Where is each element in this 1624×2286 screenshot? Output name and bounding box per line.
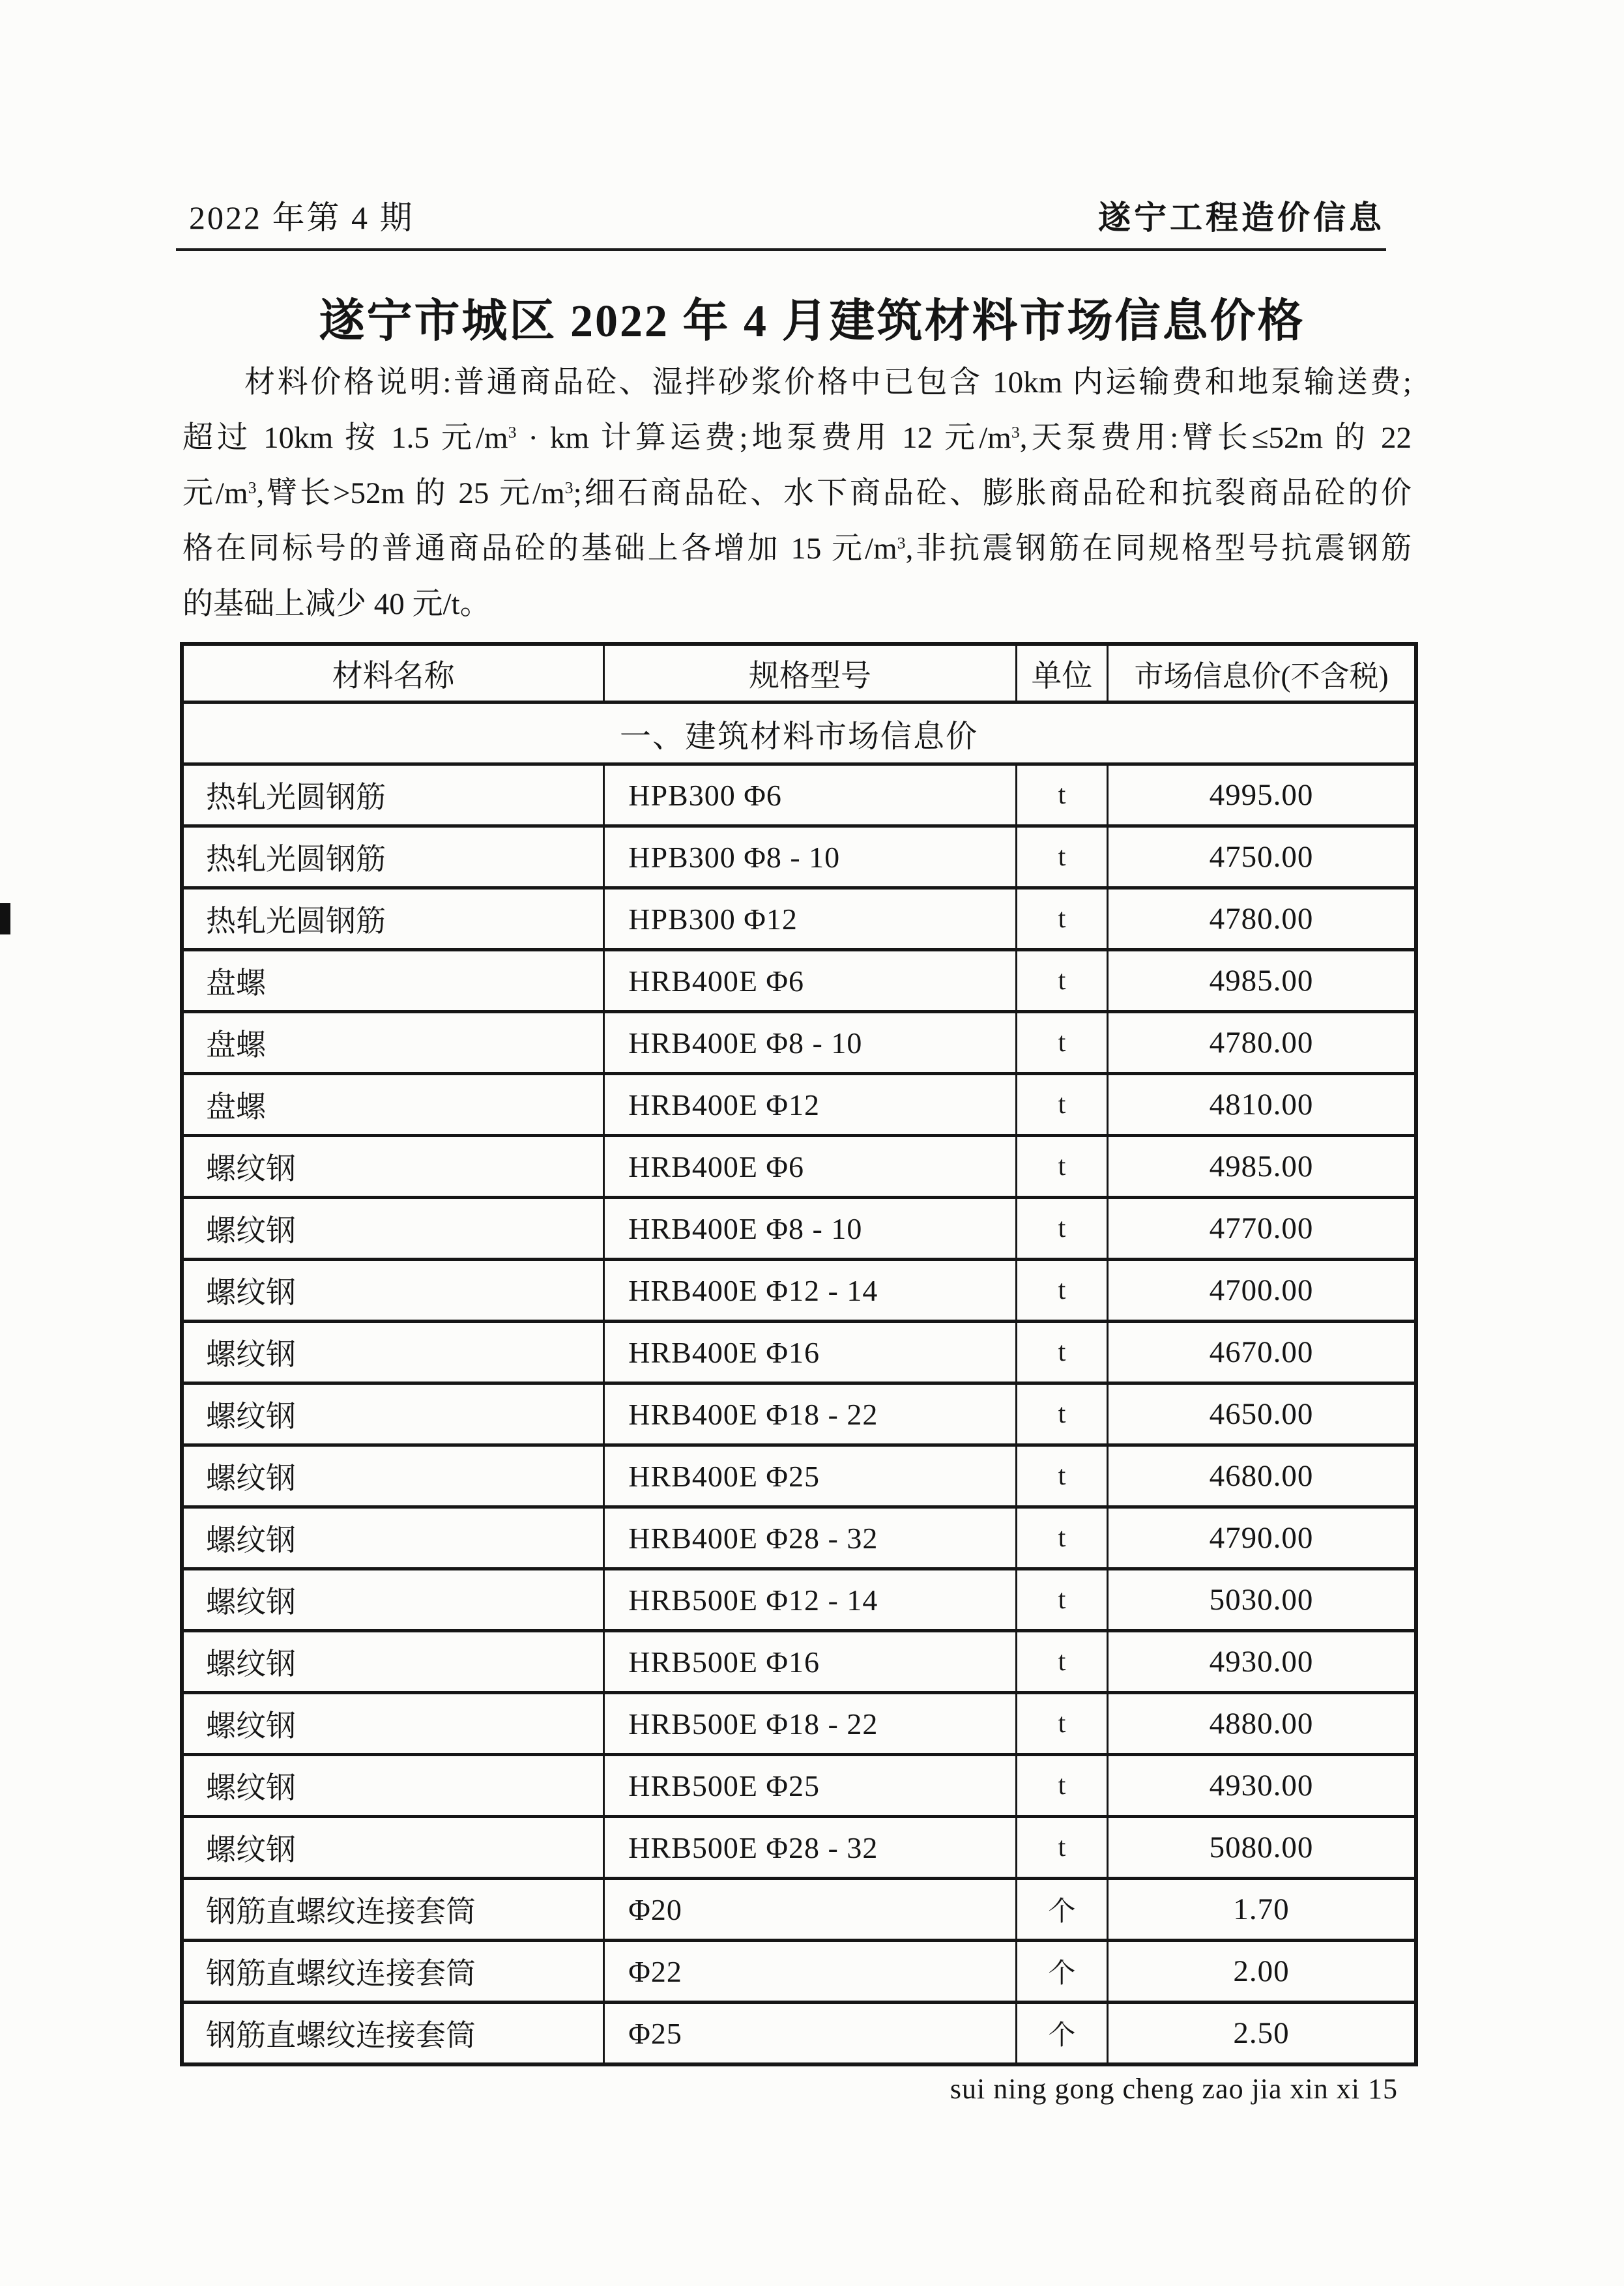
- material-name-cell: 螺纹钢: [182, 1260, 604, 1322]
- material-name-cell: 盘螺: [182, 1074, 604, 1136]
- unit-cell: t: [1016, 950, 1107, 1012]
- notice-line: [182, 411, 1412, 466]
- notice-text: 超过 10km 按 1.5 元/m: [182, 421, 508, 455]
- table-row: [182, 1879, 1416, 1941]
- spec-cell: HRB400E Φ16: [604, 1322, 1017, 1383]
- spec-cell: HPB300 Φ6: [604, 764, 1017, 826]
- table-row: [182, 764, 1416, 826]
- material-name-cell: 螺纹钢: [182, 1322, 604, 1383]
- page-footer: sui ning gong cheng zao jia xin xi 15: [950, 2073, 1398, 2105]
- material-name-cell: 螺纹钢: [182, 1569, 604, 1631]
- price-cell: 4670.00: [1108, 1322, 1417, 1383]
- spec-cell: HPB300 Φ8 - 10: [604, 826, 1017, 888]
- spec-cell: HRB400E Φ12 - 14: [604, 1260, 1017, 1322]
- spec-cell: HPB300 Φ12: [604, 888, 1017, 950]
- spec-cell: HRB400E Φ28 - 32: [604, 1507, 1017, 1569]
- spec-cell: HRB400E Φ12: [604, 1074, 1017, 1136]
- unit-cell: t: [1016, 1507, 1107, 1569]
- table-row: [182, 950, 1416, 1012]
- price-cell: 4700.00: [1108, 1260, 1417, 1322]
- spec-cell: Φ22: [604, 1941, 1017, 2003]
- price-table-body: [182, 702, 1416, 2065]
- spec-cell: HRB400E Φ6: [604, 1136, 1017, 1198]
- price-table: [180, 642, 1418, 2066]
- price-cell: 2.00: [1108, 1941, 1417, 2003]
- unit-cell: t: [1016, 888, 1107, 950]
- price-cell: 4930.00: [1108, 1631, 1417, 1693]
- unit-cell: t: [1016, 1383, 1107, 1445]
- price-cell: 2.50: [1108, 2003, 1417, 2065]
- spec-cell: HRB400E Φ25: [604, 1445, 1017, 1507]
- col-header-material: 材料名称: [182, 644, 604, 702]
- material-name-cell: 螺纹钢: [182, 1507, 604, 1569]
- table-row: [182, 1693, 1416, 1755]
- notice-text: ,天泵费用:臂长≤52m 的 22: [1019, 421, 1412, 455]
- table-header-row: [182, 644, 1416, 702]
- superscript: 3: [564, 478, 573, 497]
- table-row: [182, 1383, 1416, 1445]
- price-cell: 5030.00: [1108, 1569, 1417, 1631]
- superscript: 3: [897, 533, 906, 553]
- unit-cell: t: [1016, 1755, 1107, 1817]
- spec-cell: HRB400E Φ18 - 22: [604, 1383, 1017, 1445]
- superscript: 3: [1011, 422, 1020, 442]
- material-name-cell: 钢筋直螺纹连接套筒: [182, 1941, 604, 2003]
- unit-cell: 个: [1016, 1879, 1107, 1941]
- price-cell: 4985.00: [1108, 950, 1417, 1012]
- spec-cell: HRB500E Φ16: [604, 1631, 1017, 1693]
- price-cell: 5080.00: [1108, 1817, 1417, 1879]
- price-cell: 4680.00: [1108, 1445, 1417, 1507]
- material-name-cell: 螺纹钢: [182, 1198, 604, 1260]
- notice-text: 材料价格说明:普通商品砼、湿拌砂浆价格中已包含 10km 内运输费和地泵输送费;: [244, 366, 1412, 399]
- price-cell: 4995.00: [1108, 764, 1417, 826]
- notice-line: [182, 355, 1412, 411]
- scan-artifact: [0, 903, 10, 934]
- running-header: [189, 192, 1385, 239]
- table-row: [182, 1941, 1416, 2003]
- material-name-cell: 螺纹钢: [182, 1631, 604, 1693]
- material-name-cell: 盘螺: [182, 950, 604, 1012]
- superscript: 3: [508, 422, 517, 442]
- unit-cell: t: [1016, 1569, 1107, 1631]
- table-row: [182, 826, 1416, 888]
- price-cell: 4790.00: [1108, 1507, 1417, 1569]
- notice-text: 格在同标号的普通商品砼的基础上各增加 15 元/m: [182, 532, 897, 566]
- col-header-spec: 规格型号: [604, 644, 1017, 702]
- price-cell: 4780.00: [1108, 1012, 1417, 1074]
- unit-cell: t: [1016, 1817, 1107, 1879]
- price-cell: 4880.00: [1108, 1693, 1417, 1755]
- notice-line: [182, 521, 1412, 577]
- material-name-cell: 螺纹钢: [182, 1755, 604, 1817]
- material-name-cell: 螺纹钢: [182, 1817, 604, 1879]
- unit-cell: 个: [1016, 1941, 1107, 2003]
- spec-cell: HRB400E Φ8 - 10: [604, 1012, 1017, 1074]
- table-row: [182, 1755, 1416, 1817]
- notice-text: 的基础上减少 40 元/t。: [182, 587, 491, 621]
- unit-cell: t: [1016, 826, 1107, 888]
- notice-text: ,非抗震钢筋在同规格型号抗震钢筋: [905, 532, 1412, 566]
- material-name-cell: 螺纹钢: [182, 1693, 604, 1755]
- material-name-cell: 热轧光圆钢筋: [182, 764, 604, 826]
- unit-cell: t: [1016, 1260, 1107, 1322]
- table-row: [182, 1445, 1416, 1507]
- table-row: [182, 2003, 1416, 2065]
- spec-cell: HRB500E Φ18 - 22: [604, 1693, 1017, 1755]
- spec-cell: HRB400E Φ6: [604, 950, 1017, 1012]
- material-name-cell: 螺纹钢: [182, 1136, 604, 1198]
- spec-cell: HRB400E Φ8 - 10: [604, 1198, 1017, 1260]
- journal-name: 遂宁工程造价信息: [1098, 199, 1385, 236]
- notice-line: [182, 577, 1412, 632]
- table-row: [182, 1136, 1416, 1198]
- page-title: 遂宁市城区 2022 年 4 月建筑材料市场信息价格: [319, 297, 1305, 347]
- issue-number: 2022 年第 4 期: [189, 199, 414, 236]
- section-row: [182, 702, 1416, 764]
- unit-cell: t: [1016, 1136, 1107, 1198]
- table-row: [182, 1507, 1416, 1569]
- unit-cell: t: [1016, 1631, 1107, 1693]
- material-name-cell: 钢筋直螺纹连接套筒: [182, 2003, 604, 2065]
- table-row: [182, 1817, 1416, 1879]
- table-row: [182, 1198, 1416, 1260]
- unit-cell: 个: [1016, 2003, 1107, 2065]
- col-header-unit: 单位: [1016, 644, 1107, 702]
- notice-text: ;细石商品砼、水下商品砼、膨胀商品砼和抗裂商品砼的价: [573, 476, 1412, 510]
- unit-cell: t: [1016, 1012, 1107, 1074]
- section-title: 一、建筑材料市场信息价: [182, 702, 1416, 764]
- unit-cell: t: [1016, 1693, 1107, 1755]
- price-cell: 4780.00: [1108, 888, 1417, 950]
- unit-cell: t: [1016, 764, 1107, 826]
- spec-cell: HRB500E Φ28 - 32: [604, 1817, 1017, 1879]
- price-cell: 4750.00: [1108, 826, 1417, 888]
- price-cell: 4650.00: [1108, 1383, 1417, 1445]
- material-name-cell: 螺纹钢: [182, 1445, 604, 1507]
- price-cell: 4770.00: [1108, 1198, 1417, 1260]
- price-cell: 4985.00: [1108, 1136, 1417, 1198]
- notice-text: · km 计算运费;地泵费用 12 元/m: [516, 421, 1011, 455]
- table-row: [182, 1260, 1416, 1322]
- notice-text: ,臂长>52m 的 25 元/m: [256, 476, 565, 510]
- material-name-cell: 螺纹钢: [182, 1383, 604, 1445]
- unit-cell: t: [1016, 1198, 1107, 1260]
- table-row: [182, 1569, 1416, 1631]
- price-cell: 1.70: [1108, 1879, 1417, 1941]
- spec-cell: HRB500E Φ25: [604, 1755, 1017, 1817]
- price-cell: 4930.00: [1108, 1755, 1417, 1817]
- spec-cell: Φ25: [604, 2003, 1017, 2065]
- spec-cell: Φ20: [604, 1879, 1017, 1941]
- header-rule: [176, 248, 1386, 251]
- material-name-cell: 热轧光圆钢筋: [182, 888, 604, 950]
- notice-line: [182, 466, 1412, 521]
- notice-text: 元/m: [182, 476, 248, 510]
- material-name-cell: 盘螺: [182, 1012, 604, 1074]
- superscript: 3: [248, 478, 257, 497]
- material-name-cell: 热轧光圆钢筋: [182, 826, 604, 888]
- table-row: [182, 1012, 1416, 1074]
- price-cell: 4810.00: [1108, 1074, 1417, 1136]
- col-header-price: 市场信息价(不含税): [1108, 644, 1417, 702]
- unit-cell: t: [1016, 1322, 1107, 1383]
- notice: [182, 355, 1412, 632]
- table-row: [182, 888, 1416, 950]
- unit-cell: t: [1016, 1445, 1107, 1507]
- table-row: [182, 1322, 1416, 1383]
- material-name-cell: 钢筋直螺纹连接套筒: [182, 1879, 604, 1941]
- table-row: [182, 1074, 1416, 1136]
- spec-cell: HRB500E Φ12 - 14: [604, 1569, 1017, 1631]
- unit-cell: t: [1016, 1074, 1107, 1136]
- table-row: [182, 1631, 1416, 1693]
